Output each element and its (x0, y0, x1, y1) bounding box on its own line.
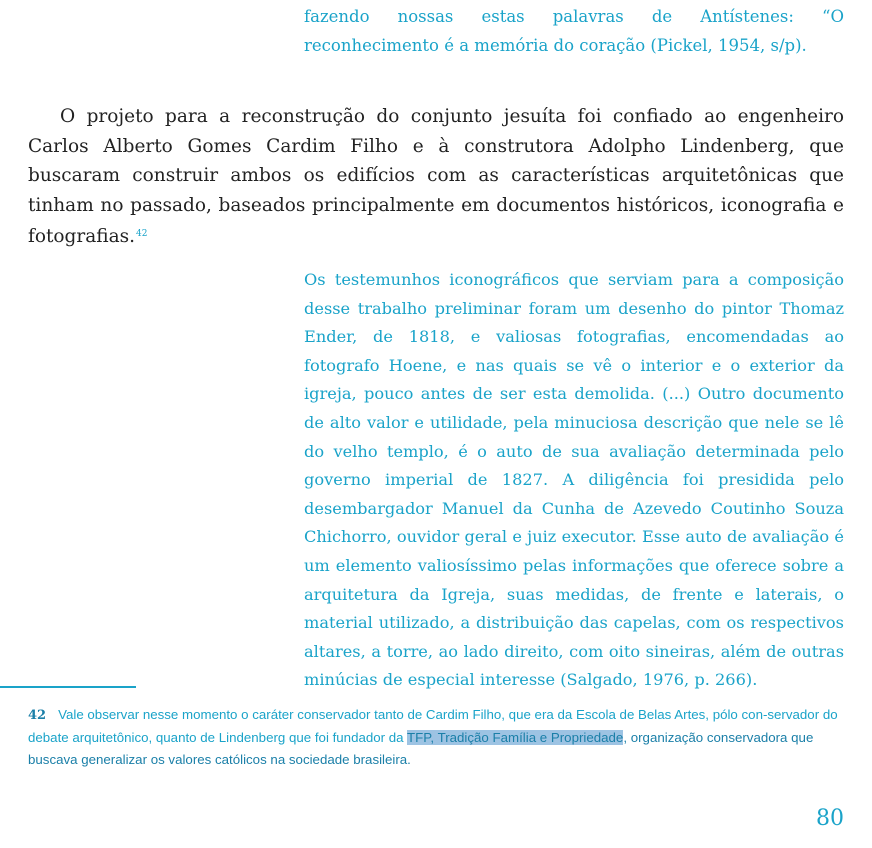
footnote-text-before: Vale observar nesse momento o caráter conservador tanto de Cardim Filho, que era da Escola de Belas Artes, pólo con-servador do debate arquitetônico, quanto de Lindenberg que foi fundador da (28, 707, 838, 745)
block-quote (304, 266, 844, 695)
footnote-text-end: conservadora que buscava generalizar os valores católicos na sociedade brasileira. (28, 730, 814, 767)
page-number: 80 (816, 806, 844, 831)
footnote-divider (0, 686, 136, 688)
footnote-text-after: , organização (623, 730, 704, 745)
top-quote-text: fazendo nossas estas palavras de Antístenes: “O reconhecimento é a memória do coração (Pickel, 1954, s/p). (304, 7, 844, 55)
footnote-reference[interactable]: 42 (136, 229, 148, 239)
footnote-highlighted-text[interactable]: TFP, Tradição Família e Propriedade (407, 730, 624, 745)
body-paragraph (28, 102, 844, 252)
footnote-number: 42 (28, 708, 47, 723)
body-paragraph-text: O projeto para a reconstrução do conjunto jesuíta foi confiado ao engenheiro Carlos Alberto Gomes Cardim Filho e à construtora Adolpho Lindenberg, que buscaram construir ambos os edifícios com as características arquitetônicas que tinham no passado, baseados principalmente em documentos históricos, iconografia e fotografias. (28, 106, 844, 247)
block-quote-text: Os testemunhos iconográficos que serviam para a composição desse trabalho preliminar foram um desenho do pintor Thomaz Ender, de 1818, e valiosas fotografias, encomendadas ao fotografo Hoene, e nas quais se vê o interior e o exterior da igreja, pouco antes de ser esta demolida. (...) Outro documento de alto valor e utilidade, pela minuciosa descrição que nele se lê do velho templo, é o auto de sua avaliação determinada pelo governo imperial de 1827. A diligência foi presidida pelo desembargador Manuel da Cunha de Azevedo Coutinho Souza Chichorro, ouvidor geral e juiz executor. Esse auto de avaliação é um elemento valiosíssimo pelas informações que oferece sobre a arquitetura da Igreja, suas medidas, de frente e laterais, o material utilizado, a distribuição das capelas, com os respectivos altares, a torre, ao lado direito, com oito sineiras, além de outras minúcias de especial interesse (Salgado, 1976, p. 266). (304, 270, 844, 690)
top-quote-continuation (304, 2, 844, 60)
footnote (28, 704, 844, 771)
